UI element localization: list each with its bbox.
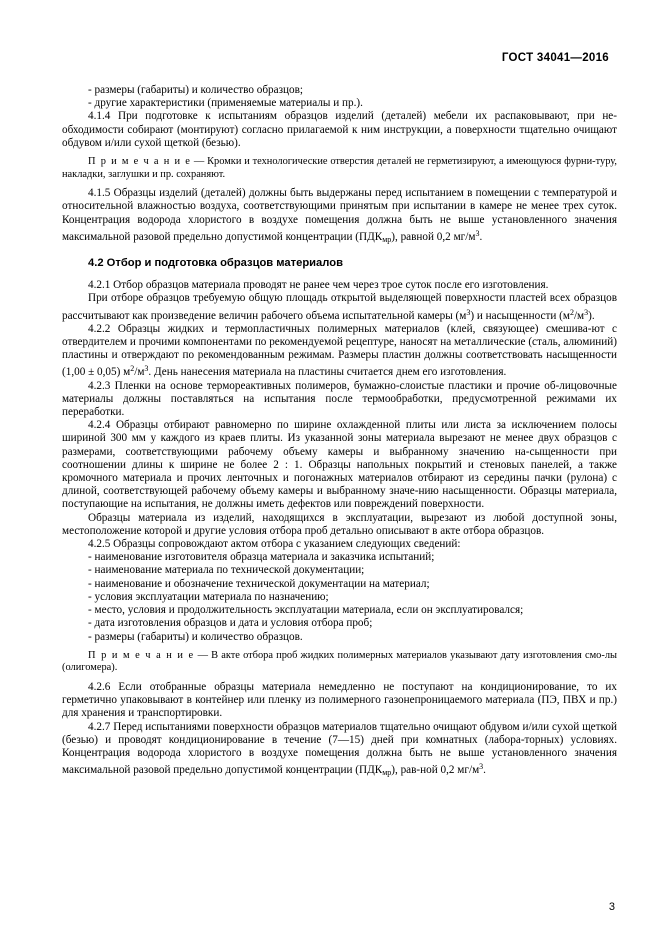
page-header: ГОСТ 34041—2016	[501, 52, 609, 64]
section-heading-4-2: 4.2 Отбор и подготовка образцов материалов	[88, 257, 343, 270]
paragraph-4-2-2-text: 4.2.2 Образцы жидких и термопластичных полимерных материалов (клей, связующее) смешива-ют с отвердителем и прочими компонентами по рекомендуемой рецептуре, наносят на металлические (сталь, алюминий) пластины и отверждают по рекомендованным режимам. Размеры пластин должны соответствовать насыщенности (1,00 ± 0,05) м	[62, 322, 617, 379]
paragraph-4-1-5-end: ), равной 0,2 мг/м	[391, 230, 476, 243]
paragraph-4-2-7-end: ), рав-ной 0,2 мг/м	[391, 764, 480, 777]
note-text: — Кромки и технологические отверстия деталей не герметизируют, а имеющуюся фурни-туру, накладки, заглушки и пр. сохраняют.	[62, 156, 617, 180]
paragraph-4-2-7-tail: .	[483, 764, 486, 777]
note-text: — В акте отбора проб жидких полимерных материалов указывают дату изготовления смо-лы (олигомера).	[62, 649, 617, 674]
list-item: - дата изготовления образцов и дата и условия отбора проб;	[88, 617, 373, 630]
paragraph-4-2-3: 4.2.3 Пленки на основе термореактивных полимеров, бумажно-слоистые пластики и прочие об-лицовочные материалы должны поставляться на испытания после термообработки, предусмотренной режимами их переработки.	[62, 379, 617, 419]
note-1	[62, 156, 617, 181]
paragraph-4-2-6: 4.2.6 Если отобранные образцы материала немедленно не поступают на кондиционирование, то их герметично упаковывают в контейнер или пленку из полимерного газонепроницаемого материала (ПЭ, ПВХ и пр.) для хранения и транспортировки.	[62, 680, 617, 720]
paragraph-4-2-4-b: Образцы материала из изделий, находящихся в эксплуатации, вырезают из любой доступной зоны, местоположение которой и другие условия отбора проб детально описывают в акте отбора образцов.	[62, 511, 617, 537]
superscript-3: 3	[584, 307, 589, 317]
paragraph-4-2-1-a: 4.2.1 Отбор образцов материала проводят не ранее чем через трое суток после его изготовления.	[88, 279, 549, 292]
list-item: - наименование изготовителя образца материала и заказчика испытаний;	[88, 551, 435, 564]
paragraph-4-2-1-b-mid2: /м	[573, 309, 585, 322]
note-label: П р и м е ч а н и е	[88, 156, 192, 168]
paragraph-4-1-5-tail: .	[479, 230, 483, 243]
paragraph-4-2-2-end: . День нанесения материала на пластины считается днем его изготовления.	[148, 366, 507, 379]
list-item: - условия эксплуатации материала по назначению;	[88, 590, 329, 603]
paragraph-4-2-5: 4.2.5 Образцы сопровождают актом отбора с указанием следующих сведений:	[88, 538, 461, 551]
note-2	[62, 650, 617, 675]
paragraph-4-2-2	[62, 323, 617, 380]
list-item: - место, условия и продолжительность эксплуатации материала, если он эксплуатировался;	[88, 604, 524, 617]
superscript-3: 3	[475, 228, 480, 238]
paragraph-4-2-7-text: 4.2.7 Перед испытаниями поверхности образцов материалов тщательно очищают обдувом и/или сухой щеткой (безью) и проводят кондиционирование в течение (7—15) дней при комнатных (лабора-торных) условиях. Концентрация водорода хлористого в воздухе помещения должна быть не выше установленного значения максимальной разовой предельно допустимой концентрации (ПДК	[62, 720, 617, 777]
paragraph-4-1-5	[62, 187, 617, 246]
page-number: 3	[608, 901, 615, 913]
paragraph-4-2-7	[62, 721, 617, 780]
superscript-3: 3	[466, 307, 471, 317]
list-item: - размеры (габариты) и количество образцов;	[88, 84, 303, 96]
subscript-mr: мр	[382, 768, 392, 778]
note-label: П р и м е ч а н и е	[88, 649, 195, 661]
list-item: - другие характеристики (применяемые материалы и пр.).	[88, 97, 363, 110]
superscript-3: 3	[144, 364, 149, 374]
list-item: - наименование материала по технической документации;	[88, 564, 365, 577]
paragraph-4-2-1-b-text: При отборе образцов требуемую общую площадь открытой выделяющей поверхности пластей всех образцов рассчитывают как произведение величин рабочего объема испытательной камеры (м	[62, 292, 617, 322]
paragraph-4-1-5-text: 4.1.5 Образцы изделий (деталей) должны быть выдержаны перед испытанием в помещении с температурой и относительной влажностью воздуха, соответствующими принятым при испытании в камере не менее трех суток. Концентрация водорода хлористого в воздухе помещения должна быть не выше установленного значения максимальной разовой предельно допустимой концентрации (ПДК	[62, 187, 617, 243]
subscript-mr: мр	[382, 234, 392, 244]
paragraph-4-2-1-b-mid: ) и насыщенности (м	[470, 309, 570, 322]
list-item: - размеры (габариты) и количество образцов.	[88, 630, 303, 643]
paragraph-4-2-1-b-end: ).	[588, 309, 595, 322]
paragraph-4-2-1-b	[62, 292, 617, 322]
superscript-2: 2	[569, 307, 574, 317]
superscript-3: 3	[479, 762, 484, 772]
superscript-2: 2	[130, 364, 135, 374]
list-item: - наименование и обозначение технической документации на материал;	[88, 577, 430, 590]
document-body	[62, 84, 617, 779]
paragraph-4-2-4-a: 4.2.4 Образцы отбирают равномерно по ширине охлажденной плиты или листа за исключением полосы шириной 300 мм у каждого из краев плиты. Из указанной зоны материала вырезают не менее двух образцов с размерами, соответствующими рабочему объему камеры и выбранному значению на-сыщенности при соотношении длины к ширине не более 2 : 1. Образцы напольных покрытий и стеновых панелей, а также кромочного материала и прочих ленточных и погонажных материалов отбирают из середины пачки (рулона) с длиной, соответствующей рабочему объему камеры и выбранному значе-нию насыщенности. Образцы материала, поступающие на испытания, не должны иметь дефектов или повреждений поверхности.	[62, 419, 617, 511]
paragraph-4-1-4: 4.1.4 При подготовке к испытаниям образцов изделий (деталей) мебели их распаковывают, при не-обходимости собирают (монтируют) согласно прилагаемой к ним инструкции, а поверхности тщательно очищают обдувом и/или сухой щеткой (безью).	[62, 110, 617, 149]
paragraph-4-2-2-mid: /м	[134, 366, 145, 379]
